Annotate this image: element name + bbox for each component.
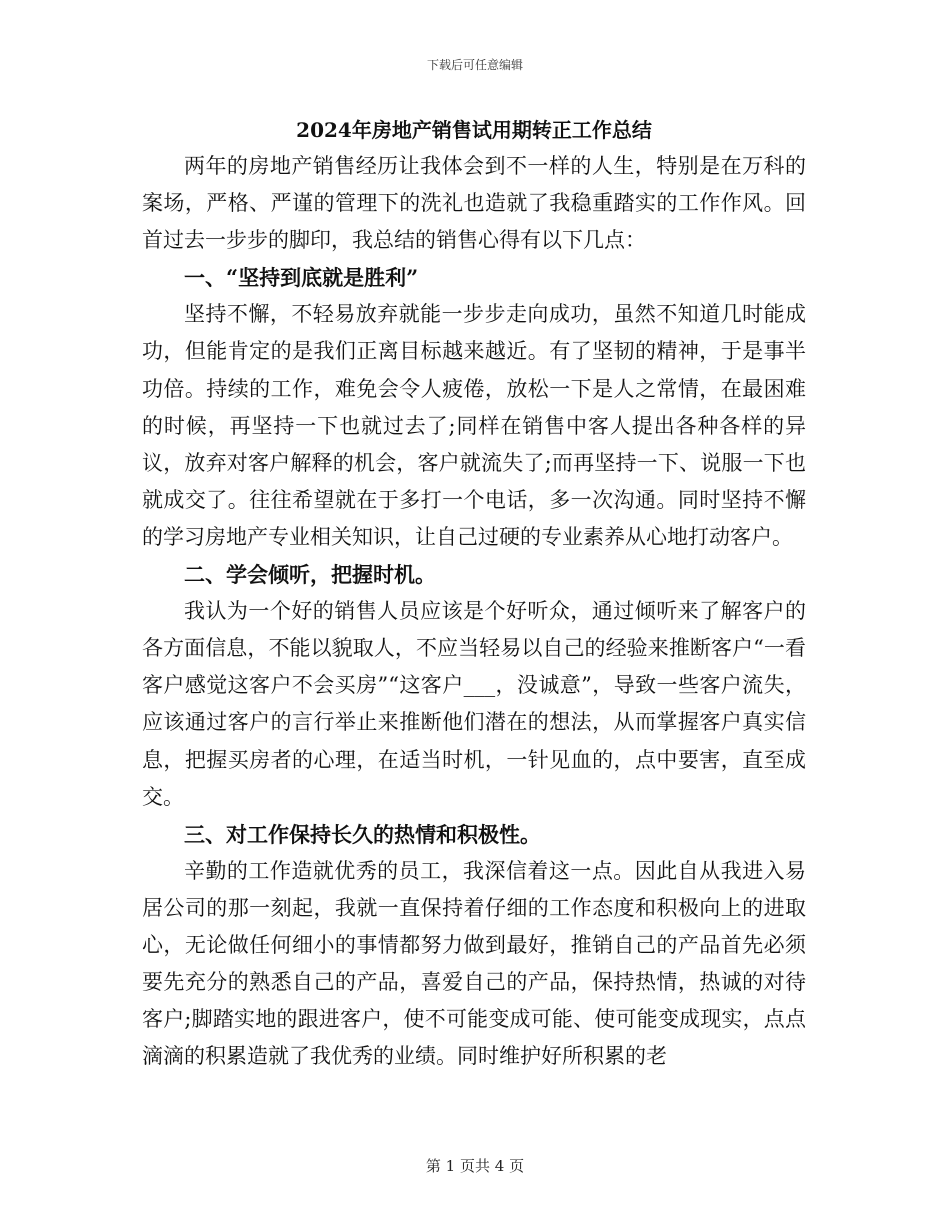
section-heading-1: 一、“坚持到底就是胜利” [184, 265, 419, 291]
section-body-1: 坚持不懈，不轻易放弃就能一步步走向成功，虽然不知道几时能成功，但能肯定的是我们正离目标越来越近。有了坚韧的精神，于是事半功倍。持续的工作，难免会令人疲倦，放松一下是人之常情，在最困难的时候，再坚持一下也就过去了;同样在销售中客人提出各种各样的异议，放弃对客户解释的机会，客户就流失了;而再坚持一下、说服一下也就成交了。往往希望就在于多打一个电话，多一次沟通。同时坚持不懈的学习房地产专业相关知识，让自己过硬的专业素养从心地打动客户。 [142, 302, 806, 549]
header-note: 下载后可任意编辑 [426, 58, 523, 72]
section-heading-3: 三、对工作保持长久的热情和积极性。 [184, 821, 541, 847]
section-heading-2: 二、学会倾听，把握时机。 [184, 562, 436, 588]
document-body [142, 112, 806, 1075]
intro-paragraph: 两年的房地产销售经历让我体会到不一样的人生，特别是在万科的案场，严格、严谨的管理下的洗礼也造就了我稳重踏实的工作作风。回首过去一步步的脚印，我总结的销售心得有以下几点： [142, 154, 806, 253]
page-number: 第 1 页共 4 页 [425, 1157, 525, 1175]
document-title: 2024年房地产销售试用期转正工作总结 [296, 118, 652, 142]
section-body-2: 我认为一个好的销售人员应该是个好听众，通过倾听来了解客户的各方面信息，不能以貌取人，不应当轻易以自己的经验来推断客户“一看客户感觉这客户不会买房”“这客户___，没诚意”，导致一些客户流失，应该通过客户的言行举止来推断他们潜在的想法，从而掌握客户真实信息，把握买房者的心理，在适当时机，一针见血的，点中要害，直至成交。 [142, 599, 806, 809]
section-body-3: 辛勤的工作造就优秀的员工，我深信着这一点。因此自从我进入易居公司的那一刻起，我就一直保持着仔细的工作态度和积极向上的进取心，无论做任何细小的事情都努力做到最好，推销自己的产品首先必须要先充分的熟悉自己的产品，喜爱自己的产品，保持热情，热诚的对待客户;脚踏实地的跟进客户，使不可能变成可能、使可能变成现实，点点滴滴的积累造就了我优秀的业绩。同时维护好所积累的老 [142, 858, 806, 1069]
